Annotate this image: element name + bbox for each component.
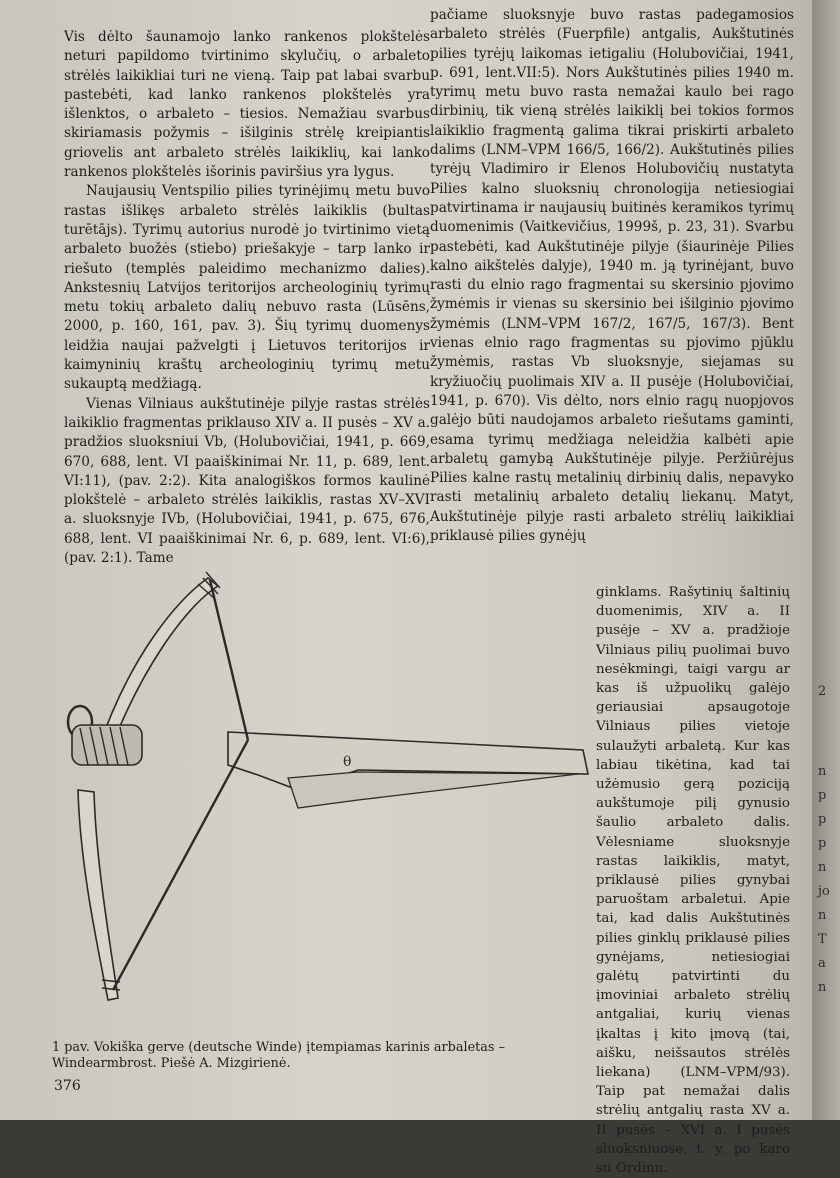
adjacent-page-fragment: n — [818, 908, 827, 923]
adjacent-page-fragment: jo — [818, 884, 830, 899]
crossbow-bow-lower-limb — [78, 790, 118, 1000]
crossbow-illustration — [58, 560, 598, 1010]
page-number: 376 — [54, 1078, 81, 1094]
paragraph: Vienas Vilniaus aukštutinėje pilyje rastas strėlės laikiklio fragmentas priklauso XIV a. II pusės – XV a. pradžios sluoksniui Vb, (Holubovičiai, 1941, p. 669, 670, 688, lent. VI paaiškinimai Nr. 11, p. 689, lent. VI:11), (pav. 2:2). Kita analogiškos formos kaulinė plokštelė – arbaleto strėlės laikiklis, rastas XV–XVI a. sluoksnyje IVb, (Holubovičiai, 1941, p. 675, 676, 688, lent. VI paaiškinimai Nr. 6, p. 689, lent. VI:6), (pav. 2:1). Tame — [64, 395, 430, 567]
crossbow-string-lower — [113, 740, 248, 990]
paragraph: Naujausių Ventspilio pilies tyrinėjimų metu buvo rastas išlikęs arbaleto strėlės laikiklis (bultas turētājs). Tyrimų autorius nurodė jo tvirtinimo vietą arbaleto buožės (stiebo) priešakyje – tarp lanko ir riešuto (templės paleidimo mechanizmo dalies). Ankstesnių Latvijos teritorijos archeologinių tyrimų metu tokių arbaleto dalių nebuvo rasta (Lūsēns, 2000, p. 160, 161, pav. 3). Šių tyrimų duomenys leidžia naujai pažvelgti į Lietuvos teritorijos ir kaimyninių kraštų archeologinių tyrimų metu sukauptą medžiagą. — [64, 183, 430, 393]
right-text-column — [430, 6, 794, 546]
adjacent-page-edge — [812, 0, 840, 1120]
paragraph: ginklams. Rašytinių šaltinių duomenimis, XIV a. II pusėje – XV a. pradžioje Vilniaus pilių puolimai buvo nesėkmingi, taigi vargu ar kas iš užpuolikų galėjo geriausiai apsaugotoje Vilniaus pilies vietoje sulaužyti arbaletą. Kur kas labiau tikėtina, kad tai užėmusio gerą poziciją aukštumoje pilį gynusio šaulio arbaleto dalis. Vėlesniame sluoksnyje rastas laikiklis, matyt, priklausė pilies gynybai paruoštam arbaletui. Apie tai, kad dalis Aukštutinės pilies ginklų priklausė pilies gynėjams, netiesiogiai galėtų patvirtinti du įmoviniai arbaleto strėlių antgaliai, kurių vienas įkaltas į kito įmovą (tai, aišku, neišsautos strėlės liekana) (LNM–VPM/93). Taip pat nemažai dalis strėlių antgalių rasta XV a. II pusės – XVI a. I pusės sluoksniuose, t. y. po karo su Ordinu. — [596, 585, 790, 1177]
paragraph: pačiame sluoksnyje buvo rastas padegamosios arbaleto strėlės (Fuerpfile) antgalis, Aukštutinės pilies tyrėjų laikomas ietigaliu (Holubovičiai, 1941, p. 691, lent.VII:5). Nors Aukštutinės pilies 1940 m. tyrimų metu buvo rasta nemažai kaulo bei rago dirbinių, tik vieną strėlės laikiklį bei tokios formos laikiklio fragmentą galima tikrai priskirti arbaleto dalims (LNM–VPM 166/5, 166/2). Aukštutinės pilies tyrėjų Vladimiro ir Elenos Holubovičių nustatyta Pilies kalno sluoksnių chronologija netiesiogiai patvirtinama ir naujausių buitinės keramikos tyrimų duomenimis (Vaitkevičius, 1999š, p. 23, 31). Svarbu pastebėti, kad Aukštutinėje pilyje (šiaurinėje Pilies kalno aikštelės dalyje), 1940 m. ją tyrinėjant, buvo rasti du elnio rago fragmentai su skersinio pjovimo žymėmis ir vienas su skersinio bei išilginio pjovimo žymėmis (LNM–VPM 167/2, 167/5, 167/3). Bent vienas elnio rago fragmentas su pjovimo pjūklu žymėmis, rastas Vb sluoksnyje, siejamas su kryžiuočių puolimais XIV a. II pusėje (Holubovičiai, 1941, p. 670). Vis dėlto, nors elnio ragų nuopjovos galėjo būti naudojamos arbaleto riešutams gaminti, esama tyrimų medžiaga neleidžia kalbėti apie arbaletų gamybą Aukštutinėje pilyje. Peržiūrėjus Pilies kalne rastų metalinių dirbinių dalis, nepavyko rasti metalinių arbaleto detalių liekanų. Matyt, Aukštutinėje pilyje rasti arbaleto strėlių laikikliai priklausė pilies gynėjų — [430, 7, 794, 545]
adjacent-page-fragment: n — [818, 980, 827, 995]
crossbow-stock-underside — [288, 772, 578, 808]
paragraph: Vis dėlto šaunamojo lanko rankenos plokštelės neturi papildomo tvirtinimo skylučių, o arbaleto strėlės laikikliai turi ne vieną. Taip pat labai svarbu pastebėti, kad lanko rankenos plokštelės yra išlenktos, o arbaleto – tiesios. Nemažiau svarbus skiriamasis požymis – išilginis strėlę kreipiantis griovelis ant arbaleto strėlės laikiklių, kai lanko rankenos plokštelės išorinis paviršius yra lygus. — [64, 29, 430, 181]
adjacent-page-fragment: p — [818, 836, 827, 851]
crossbow-stock-mark: θ — [343, 754, 352, 770]
adjacent-page-fragment: n — [818, 764, 827, 779]
crossbow-string-upper — [210, 580, 248, 740]
adjacent-page-fragment: p — [818, 812, 827, 827]
right-text-column-narrow — [596, 583, 790, 1178]
adjacent-page-fragment: a — [818, 956, 826, 971]
left-text-column — [64, 28, 430, 568]
adjacent-page-fragment: n — [818, 860, 827, 875]
figure-caption: 1 pav. Vokiška gerve (deutsche Winde) įtempiamas karinis arbaletas – Windearmbrost. Piešė A. Mizgirienė. — [52, 1040, 505, 1071]
adjacent-page-fragment: p — [818, 788, 827, 803]
adjacent-page-fragment: T — [818, 932, 827, 947]
adjacent-page-fragment: 2 — [818, 684, 827, 699]
